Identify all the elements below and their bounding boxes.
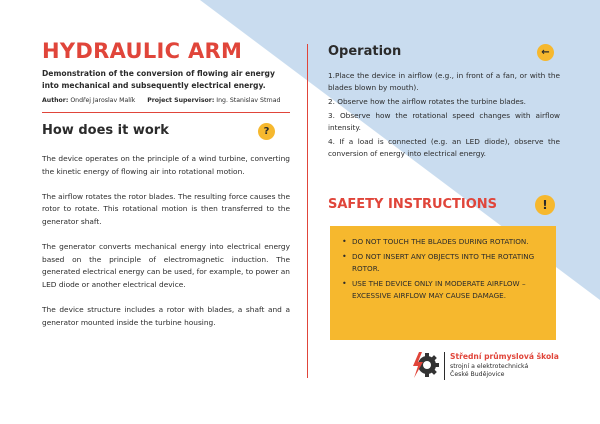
- school-logo-icon: [410, 350, 440, 380]
- author-name: Ondřej Jaroslav Malík: [70, 97, 136, 104]
- paragraph: The airflow rotates the rotor blades. The resulting force causes the rotor to rotate. This rotational motion is then transferred to the generator shaft.: [42, 191, 290, 226]
- list-item: 3. Observe how the rotational speed changes with airflow intensity.: [328, 110, 560, 132]
- supervisor-name: Ing. Stanislav Strnad: [216, 97, 281, 104]
- logo-divider: [444, 352, 445, 380]
- question-icon: ?: [258, 123, 275, 140]
- list-item: • USE THE DEVICE ONLY IN MODERATE AIRFLOW – EXCESSIVE AIRFLOW MAY CAUSE DAMAGE.: [342, 278, 526, 301]
- list-item: • DO NOT TOUCH THE BLADES DURING ROTATION.: [342, 237, 529, 246]
- column-divider: [307, 44, 308, 378]
- exclamation-icon: !: [535, 195, 555, 215]
- title-divider: [42, 112, 290, 113]
- paragraph: The device structure includes a rotor with blades, a shaft and a generator mounted inside the turbine housing.: [42, 305, 290, 327]
- safety-heading: SAFETY INSTRUCTIONS: [328, 197, 498, 212]
- school-line-3: České Budějovice: [450, 371, 505, 378]
- paragraph: The device operates on the principle of a wind turbine, converting the kinetic energy of flowing air into rotational motion.: [42, 154, 290, 176]
- school-line-2: strojní a elektrotechnická: [450, 363, 529, 370]
- operation-heading: Operation: [328, 44, 402, 59]
- list-item: 4. If a load is connected (e.g. an LED diode), observe the conversion of energy into electrical energy.: [328, 136, 560, 158]
- safety-instructions-box: [330, 226, 556, 340]
- list-item: 1.Place the device in airflow (e.g., in front of a fan, or with the blades blown by mouth).: [328, 71, 560, 93]
- arrow-left-icon: ←: [537, 44, 554, 61]
- list-item: • DO NOT INSERT ANY OBJECTS INTO THE ROTATING ROTOR.: [342, 251, 535, 274]
- page-subtitle: Demonstration of the conversion of flowing air energy into mechanical and subsequently electrical energy.: [42, 69, 275, 90]
- school-name: Střední průmyslová škola: [450, 352, 559, 361]
- school-subtitle: [450, 363, 528, 379]
- author-label: Author:: [42, 97, 69, 104]
- credits-line: [42, 97, 280, 104]
- operation-steps: [328, 70, 560, 161]
- page-title: HYDRAULIC ARM: [42, 39, 243, 63]
- how-it-works-body: [42, 153, 290, 342]
- paragraph: The generator converts mechanical energy into electrical energy based on the principle of electromagnetic induction. The generated electrical energy can be used, for example, to power an LED diode or another electrical device.: [42, 242, 290, 289]
- supervisor-label: Project Supervisor:: [147, 97, 215, 104]
- how-it-works-heading: How does it work: [42, 123, 169, 138]
- list-item: 2. Observe how the airflow rotates the turbine blades.: [328, 96, 526, 106]
